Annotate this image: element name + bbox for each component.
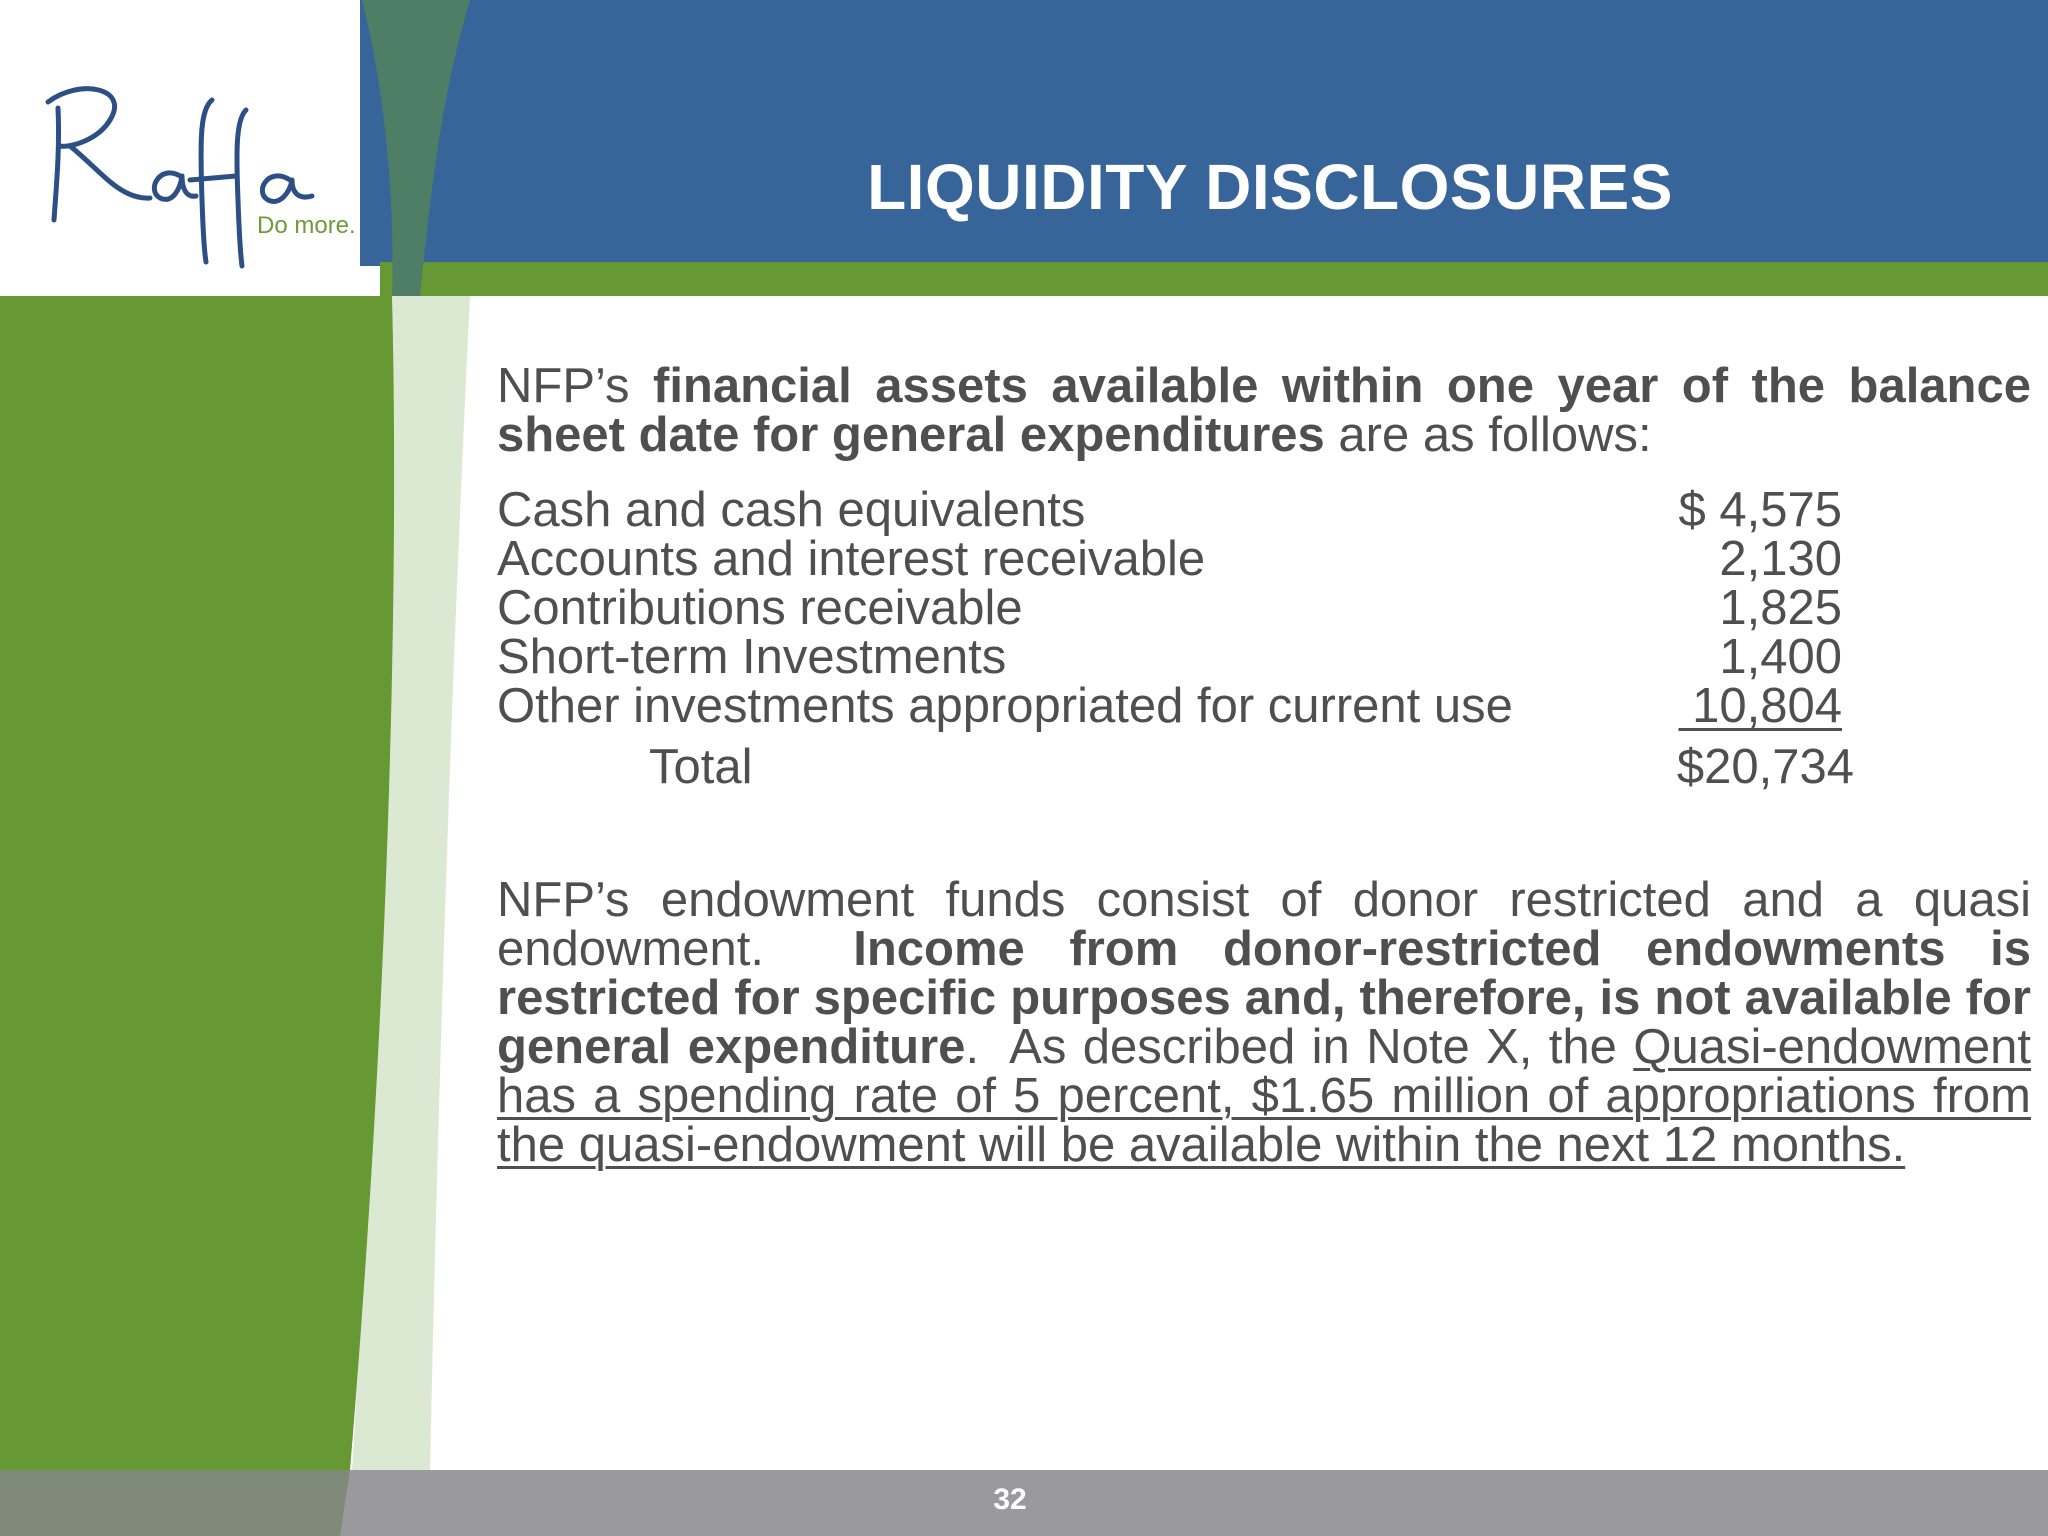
assets-table — [497, 483, 2031, 794]
intro-bold: financial assets available within one year of the balance sheet date for general expenditures — [497, 359, 2031, 462]
logo-tagline: Do more. — [257, 212, 356, 239]
green-left-panel — [0, 296, 394, 1470]
raffa-logo — [40, 80, 360, 270]
endowment-paragraph — [497, 873, 2045, 1172]
row-label: Cash and cash equivalents — [497, 483, 1086, 537]
footer-left-shade — [0, 1470, 350, 1536]
intro-lead: NFP’s — [497, 359, 653, 413]
slide-title: LIQUIDITY DISCLOSURES — [867, 151, 1673, 223]
table-row — [497, 630, 2031, 684]
row-value-underlined: 10,804 — [1678, 679, 1842, 733]
slide-content — [497, 359, 2045, 1219]
row-value: 1,400 — [1719, 630, 1842, 684]
header-band — [360, 0, 2048, 266]
total-row — [497, 740, 2031, 794]
header-green-stripe — [380, 262, 2048, 296]
intro-tail: are as follows: — [1324, 408, 1652, 462]
endowment-bold: Income from donor-restricted endowments is restricted for specific purposes and, therefore, is not available for general expenditure — [497, 922, 2032, 1074]
endowment-mid: . As described in Note X, the — [965, 1020, 1634, 1074]
row-label: Short-term Investments — [497, 630, 1007, 684]
row-value: 2,130 — [1719, 532, 1842, 586]
row-value: $ 4,575 — [1678, 483, 1842, 537]
intro-paragraph — [497, 359, 2031, 462]
row-value: 1,825 — [1719, 581, 1842, 635]
total-label: Total — [649, 740, 753, 794]
table-row — [497, 679, 2031, 733]
row-label: Other investments appropriated for current use — [497, 679, 1513, 733]
table-row — [497, 581, 2031, 635]
endowment-underlined: Quasi-endowment has a spending rate of 5 percent, $1.65 million of appropriations from the quasi-endowment will be available within the next 12 months. — [497, 1020, 2031, 1172]
row-label: Contributions receivable — [497, 581, 1023, 635]
endowment-lead: NFP’s endowment funds consist of donor restricted and a quasi endowment. — [497, 873, 2045, 976]
table-row — [497, 483, 2031, 537]
total-value: $20,734 — [1676, 740, 1854, 794]
table-row — [497, 532, 2031, 586]
page-number: 32 — [993, 1483, 1027, 1516]
row-label: Accounts and interest receivable — [497, 532, 1206, 586]
